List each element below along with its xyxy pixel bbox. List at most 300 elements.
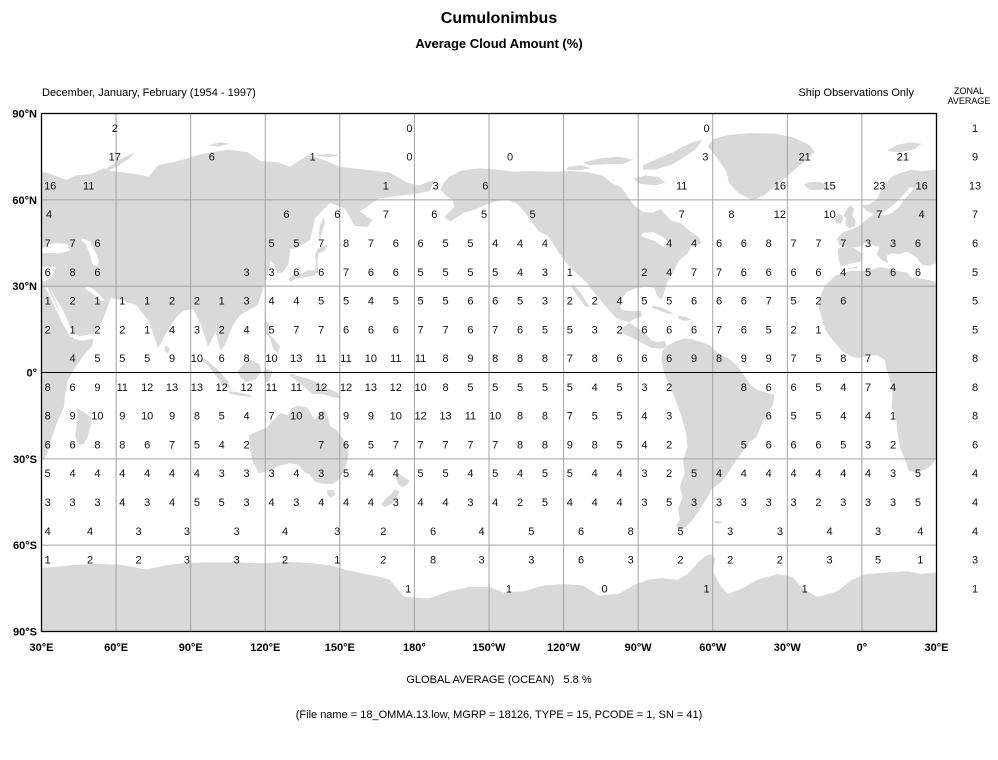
cell-value: 4 — [616, 468, 623, 481]
landmass — [714, 521, 723, 524]
cell-value: 3 — [243, 266, 250, 279]
cell-value: 3 — [776, 525, 783, 538]
cell-value: 6 — [69, 381, 76, 394]
cell-value: 7 — [342, 266, 350, 279]
cell-value: 1 — [917, 554, 924, 567]
cell-value: 11 — [675, 180, 688, 193]
cell-value: 9 — [566, 439, 573, 452]
cell-value: 7 — [44, 238, 51, 250]
cell-value: 7 — [318, 238, 325, 250]
x-tick-label: 60°W — [699, 642, 727, 654]
cell-value: 4 — [666, 238, 673, 250]
cell-value: 9 — [94, 381, 101, 394]
cell-value: 5 — [467, 238, 474, 250]
cell-value: 6 — [641, 353, 648, 366]
cell-value: 3 — [541, 266, 548, 279]
cell-value: 4 — [318, 497, 325, 509]
x-tick-label: 120°E — [250, 642, 281, 654]
cell-value: 5 — [417, 295, 424, 308]
cell-value: 3 — [889, 468, 897, 481]
cell-value: 7 — [840, 238, 847, 250]
cell-value: 3 — [243, 468, 250, 481]
cell-value: 4 — [541, 238, 548, 250]
cell-value: 5 — [218, 410, 225, 423]
cell-value: 4 — [616, 295, 623, 308]
cell-value: 0 — [406, 151, 413, 164]
cell-value: 5 — [815, 353, 822, 366]
cell-value: 4 — [44, 525, 51, 538]
cell-value: 6 — [691, 324, 698, 337]
cell-value: 4 — [492, 497, 499, 509]
cell-value: 2 — [815, 295, 822, 308]
cell-value: 5 — [417, 468, 424, 481]
landmass — [75, 408, 91, 445]
cell-value: 4 — [193, 468, 200, 481]
cell-value: 3 — [666, 410, 673, 423]
cell-value: 3 — [183, 525, 190, 538]
global-average-label: GLOBAL AVERAGE (OCEAN) 5.8 % — [406, 674, 592, 686]
cell-value: 6 — [765, 381, 772, 394]
cell-value: 5 — [467, 381, 474, 394]
zonal-average-value: 9 — [971, 151, 979, 164]
cell-value: 3 — [478, 554, 485, 567]
cell-value: 6 — [765, 410, 772, 423]
cell-value: 4 — [243, 324, 250, 337]
cell-value: 6 — [392, 324, 399, 337]
cell-value: 3 — [641, 468, 648, 481]
cell-value: 3 — [243, 497, 250, 509]
cell-value: 6 — [283, 209, 290, 222]
cell-value: 4 — [591, 468, 598, 481]
cell-value: 5 — [616, 381, 623, 394]
cell-value: 21 — [798, 151, 811, 164]
cell-value: 12 — [339, 381, 353, 394]
landmass — [678, 316, 692, 321]
cell-value: 5 — [417, 266, 424, 279]
cell-value: 5 — [467, 266, 474, 279]
cell-value: 3 — [528, 554, 535, 567]
zonal-average-value: 6 — [971, 439, 979, 452]
cell-value: 8 — [119, 439, 126, 452]
cell-value: 3 — [218, 468, 225, 481]
cell-value: 6 — [367, 266, 374, 279]
cell-value: 3 — [691, 497, 698, 509]
cell-value: 2 — [616, 324, 623, 337]
zonal-average-value: 3 — [971, 554, 979, 567]
y-tick-label: 60°N — [12, 194, 37, 207]
cell-value: 8 — [517, 410, 524, 423]
cell-value: 8 — [44, 410, 51, 423]
cell-value: 8 — [728, 209, 735, 222]
cell-value: 3 — [865, 439, 872, 452]
cell-value: 9 — [367, 410, 374, 423]
cell-value: 3 — [432, 180, 439, 193]
cell-value: 3 — [740, 497, 747, 509]
cell-value: 12 — [315, 381, 328, 394]
y-tick-label: 0° — [26, 367, 37, 380]
cell-value: 4 — [119, 468, 126, 481]
cell-value: 2 — [168, 295, 176, 308]
cell-value: 6 — [790, 266, 797, 279]
cell-value: 7 — [815, 238, 822, 250]
cell-value: 11 — [290, 381, 303, 394]
cell-value: 1 — [566, 266, 573, 279]
x-tick-label: 150°E — [324, 642, 355, 654]
cell-value: 4 — [918, 209, 925, 222]
cell-value: 7 — [678, 209, 685, 222]
cell-value: 1 — [144, 324, 151, 337]
landmass — [584, 157, 634, 166]
cell-value: 5 — [442, 468, 449, 481]
cell-value: 7 — [790, 238, 797, 250]
cell-value: 5 — [541, 468, 548, 481]
cell-value: 3 — [293, 497, 300, 509]
cell-value: 8 — [591, 353, 598, 366]
cell-value: 8 — [840, 353, 847, 366]
cell-value: 7 — [566, 353, 573, 366]
landmass — [571, 285, 590, 307]
cell-value: 5 — [914, 497, 921, 509]
cell-value: 2 — [790, 324, 797, 337]
cell-value: 4 — [492, 238, 499, 250]
cell-value: 3 — [243, 295, 250, 308]
cell-value: 4 — [641, 439, 648, 452]
cell-value: 5 — [318, 295, 325, 308]
cell-value: 5 — [765, 324, 772, 337]
y-tick-label: 60°S — [13, 540, 37, 553]
zonal-average-value: 4 — [971, 497, 979, 509]
cell-value: 5 — [666, 295, 673, 308]
cell-value: 6 — [218, 353, 225, 366]
cell-value: 4 — [740, 468, 747, 481]
cell-value: 5 — [367, 439, 374, 452]
zonal-header-line2: AVERAGE — [947, 96, 991, 106]
cell-value: 4 — [144, 468, 151, 481]
cell-value: 4 — [168, 497, 176, 509]
cell-value: 12 — [215, 381, 228, 394]
cell-value: 5 — [44, 468, 51, 481]
cell-value: 6 — [144, 439, 151, 452]
cell-value: 2 — [380, 554, 387, 567]
x-tick-label: 180° — [403, 642, 426, 654]
cell-value: 1 — [505, 583, 512, 596]
cell-value: 6 — [914, 266, 921, 279]
zonal-average-value: 4 — [971, 468, 979, 481]
cell-value: 9 — [467, 353, 474, 366]
cell-value: 7 — [876, 209, 883, 222]
cell-value: 3 — [69, 497, 76, 509]
chart-title: Cumulonimbus — [440, 10, 558, 27]
cell-value: 7 — [865, 381, 872, 394]
cell-value: 7 — [492, 439, 499, 452]
cell-value: 6 — [342, 324, 350, 337]
cell-value: 3 — [541, 295, 548, 308]
cell-value: 2 — [517, 497, 524, 509]
cell-value: 3 — [765, 497, 772, 509]
zonal-average-value: 1 — [971, 583, 979, 596]
cell-value: 1 — [334, 554, 341, 567]
cell-value: 5 — [517, 295, 524, 308]
cell-value: 12 — [389, 381, 402, 394]
cell-value: 4 — [367, 497, 374, 509]
cell-value: 8 — [193, 410, 200, 423]
cell-value: 4 — [666, 266, 673, 279]
cell-value: 6 — [740, 295, 747, 308]
cell-value: 13 — [190, 381, 204, 394]
cell-value: 9 — [69, 410, 76, 423]
cell-value: 4 — [218, 439, 225, 452]
cell-value: 3 — [268, 468, 275, 481]
cell-value: 4 — [840, 266, 847, 279]
cell-value: 4 — [342, 497, 350, 509]
cell-value: 4 — [119, 497, 126, 509]
cell-value: 6 — [342, 439, 350, 452]
zonal-average-value: 7 — [971, 209, 979, 222]
cell-value: 7 — [293, 324, 300, 337]
cell-value: 3 — [702, 151, 709, 164]
cell-value: 11 — [340, 353, 352, 366]
cell-value: 5 — [442, 266, 449, 279]
cell-value: 8 — [591, 439, 598, 452]
cell-value: 3 — [44, 497, 51, 509]
cell-value: 7 — [382, 209, 389, 222]
cell-value: 3 — [334, 525, 341, 538]
cell-value: 6 — [691, 295, 698, 308]
landmass — [566, 165, 591, 170]
cell-value: 4 — [86, 525, 94, 538]
cell-value: 10 — [190, 353, 204, 366]
cell-value: 6 — [430, 525, 437, 538]
cell-value: 12 — [141, 381, 154, 394]
cell-value: 2 — [666, 381, 673, 394]
cell-value: 3 — [183, 554, 190, 567]
cell-value: 1 — [44, 295, 51, 308]
cell-value: 5 — [566, 381, 573, 394]
cell-value: 10 — [389, 410, 402, 423]
x-tick-label: 30°E — [29, 642, 54, 654]
cell-value: 5 — [591, 410, 598, 423]
cell-value: 1 — [309, 151, 316, 164]
cell-value: 4 — [591, 497, 598, 509]
cell-value: 1 — [218, 295, 225, 308]
cell-value: 6 — [889, 266, 897, 279]
cell-value: 5 — [666, 497, 673, 509]
cell-value: 4 — [889, 381, 897, 394]
cell-value: 6 — [94, 266, 101, 279]
cell-value: 8 — [517, 353, 524, 366]
cell-value: 5 — [517, 381, 524, 394]
cell-value: 1 — [801, 583, 808, 596]
cell-value: 0 — [601, 583, 608, 596]
cell-value: 4 — [268, 497, 275, 509]
zonal-average-value: 4 — [971, 525, 979, 538]
cell-value: 8 — [541, 439, 548, 452]
cell-value: 8 — [94, 439, 101, 452]
landmass — [819, 265, 937, 472]
cell-value: 10 — [91, 410, 104, 423]
cell-value: 6 — [740, 324, 747, 337]
cell-value: 5 — [293, 238, 300, 250]
cell-value: 5 — [342, 295, 350, 308]
cell-value: 12 — [414, 410, 427, 423]
cell-value: 11 — [464, 410, 477, 423]
cell-value: 3 — [889, 238, 897, 250]
cell-value: 5 — [641, 295, 648, 308]
cell-value: 6 — [467, 295, 474, 308]
chart-subtitle: Average Cloud Amount (%) — [415, 36, 583, 51]
cell-value: 6 — [740, 266, 747, 279]
y-tick-label: 90°N — [12, 108, 37, 121]
cell-value: 3 — [591, 324, 598, 337]
cell-value: 9 — [740, 353, 747, 366]
zonal-average-value: 13 — [968, 180, 982, 193]
cell-value: 4 — [45, 209, 53, 222]
cell-value: 5 — [616, 439, 623, 452]
cell-value: 3 — [268, 266, 275, 279]
cell-value: 8 — [69, 266, 76, 279]
cell-value: 8 — [517, 439, 524, 452]
cell-value: 4 — [467, 468, 474, 481]
cell-value: 6 — [334, 209, 341, 222]
cell-value: 6 — [392, 266, 399, 279]
cell-value: 3 — [135, 525, 142, 538]
cell-value: 5 — [815, 410, 822, 423]
cell-value: 11 — [265, 381, 278, 394]
cell-value: 4 — [641, 410, 648, 423]
cell-value: 4 — [94, 468, 101, 481]
cell-value: 6 — [517, 324, 524, 337]
cell-value: 4 — [69, 468, 76, 481]
y-tick-label: 90°S — [13, 626, 37, 639]
cell-value: 13 — [165, 381, 179, 394]
cell-value: 7 — [367, 238, 374, 250]
cell-value: 3 — [467, 497, 474, 509]
cell-value: 4 — [715, 468, 723, 481]
cell-value: 0 — [406, 122, 413, 135]
cell-value: 10 — [141, 410, 154, 423]
cell-value: 6 — [765, 266, 772, 279]
cell-value: 7 — [566, 410, 573, 423]
x-tick-label: 30°W — [773, 642, 801, 654]
cell-value: 5 — [144, 353, 151, 366]
cell-value: 5 — [268, 324, 275, 337]
landmass — [835, 214, 844, 223]
cell-value: 4 — [293, 468, 300, 481]
cell-value: 4 — [517, 266, 524, 279]
cell-value: 4 — [367, 295, 374, 308]
cell-value: 2 — [666, 439, 673, 452]
cell-value: 2 — [815, 497, 822, 509]
cell-value: 8 — [318, 410, 325, 423]
cell-value: 1 — [405, 583, 412, 596]
cell-value: 4 — [293, 295, 300, 308]
cell-value: 5 — [677, 525, 684, 538]
cell-value: 5 — [566, 468, 573, 481]
zonal-average-value: 8 — [971, 353, 979, 366]
landmass — [843, 205, 855, 229]
cell-value: 3 — [715, 497, 723, 509]
cell-value: 6 — [431, 209, 438, 222]
cell-value: 6 — [577, 525, 585, 538]
cell-value: 7 — [765, 295, 772, 308]
cell-value: 5 — [740, 439, 747, 452]
cell-value: 7 — [715, 324, 723, 337]
cell-value: 3 — [94, 497, 101, 509]
x-tick-label: 90°W — [624, 642, 652, 654]
cell-value: 3 — [641, 381, 648, 394]
landmass — [208, 142, 230, 146]
landmass — [42, 150, 438, 351]
cell-value: 6 — [790, 439, 797, 452]
cell-value: 7 — [392, 439, 399, 452]
cell-value: 5 — [480, 209, 488, 222]
cell-value: 7 — [318, 439, 325, 452]
cell-value: 3 — [144, 497, 151, 509]
cell-value: 6 — [392, 238, 399, 250]
cell-value: 4 — [367, 468, 374, 481]
cell-value: 5 — [815, 381, 822, 394]
cell-value: 2 — [566, 295, 573, 308]
cell-value: 2 — [86, 554, 94, 567]
cell-value: 1 — [44, 554, 51, 567]
cell-value: 7 — [69, 238, 76, 250]
cell-value: 2 — [380, 525, 387, 538]
cell-value: 6 — [69, 439, 76, 452]
cell-value: 2 — [889, 439, 897, 452]
cell-value: 6 — [790, 381, 797, 394]
cell-value: 8 — [442, 381, 449, 394]
cell-value: 5 — [94, 353, 101, 366]
cell-value: 2 — [776, 554, 783, 567]
cell-value: 15 — [823, 180, 836, 193]
landmass — [315, 154, 340, 157]
cell-value: 6 — [44, 439, 51, 452]
cell-value: 5 — [193, 439, 200, 452]
x-tick-label: 150°W — [472, 642, 506, 654]
cell-value: 6 — [94, 238, 101, 250]
y-tick-label: 30°N — [12, 281, 37, 294]
cell-value: 7 — [268, 410, 275, 423]
cell-value: 7 — [417, 439, 424, 452]
cell-value: 4 — [765, 468, 772, 481]
cell-value: 7 — [442, 439, 449, 452]
cell-value: 4 — [917, 525, 924, 538]
cell-value: 5 — [865, 266, 872, 279]
cell-value: 2 — [591, 295, 598, 308]
x-tick-label: 120°W — [547, 642, 581, 654]
cell-value: 5 — [492, 468, 499, 481]
cell-value: 7 — [715, 266, 723, 279]
y-tick-label: 30°S — [13, 453, 37, 466]
zonal-average-value: 5 — [971, 266, 979, 279]
cell-value: 4 — [517, 238, 524, 250]
landmass — [327, 490, 336, 498]
cell-value: 7 — [318, 324, 325, 337]
cell-value: 2 — [193, 295, 200, 308]
cell-value: 8 — [541, 353, 548, 366]
cell-value: 17 — [108, 151, 121, 164]
cell-value: 4 — [566, 497, 573, 509]
zonal-average-value: 8 — [971, 410, 979, 423]
cell-value: 3 — [627, 554, 634, 567]
cell-value: 16 — [915, 180, 928, 193]
cell-value: 3 — [840, 497, 847, 509]
cell-value: 5 — [492, 381, 499, 394]
cell-value: 6 — [44, 266, 51, 279]
cell-value: 7 — [790, 353, 797, 366]
cell-value: 11 — [315, 353, 327, 366]
cell-value: 11 — [390, 353, 402, 366]
